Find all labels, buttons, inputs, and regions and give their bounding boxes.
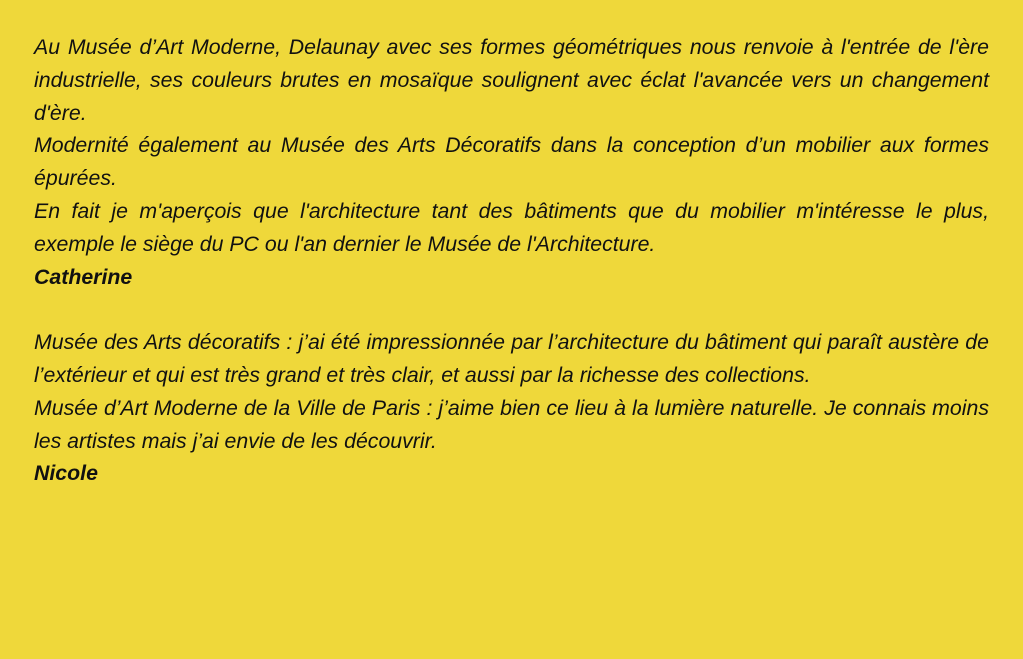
testimonial-catherine bbox=[34, 31, 989, 293]
block-separator bbox=[34, 293, 989, 326]
author-signature: Nicole bbox=[34, 461, 98, 486]
testimonial-nicole bbox=[34, 326, 989, 490]
testimonial-paragraph: En fait je m'aperçois que l'architecture tant des bâtiments que du mobilier m'intéresse le plus, exemple le siège du PC ou l'an dernier le Musée de l'Architecture. bbox=[34, 198, 989, 256]
author-signature: Catherine bbox=[34, 264, 133, 289]
testimonial-paragraph: Au Musée d’Art Moderne, Delaunay avec ses formes géométriques nous renvoie à l'entrée de l'ère industrielle, ses couleurs brutes en mosaïque soulignent avec éclat l'avancée vers un changement d'ère. bbox=[34, 35, 989, 125]
testimonial-paragraph: Musée des Arts décoratifs : j’ai été impressionnée par l’architecture du bâtiment qui paraît austère de l’extérieur et qui est très grand et très clair, et aussi par la richesse des collections. bbox=[34, 330, 989, 387]
testimonial-paragraph: Modernité également au Musée des Arts Décoratifs dans la conception d’un mobilier aux formes épurées. bbox=[34, 133, 989, 191]
testimonial-paragraph: Musée d’Art Moderne de la Ville de Paris : j’aime bien ce lieu à la lumière naturelle. Je connais moins les artistes mais j’ai envie de les découvrir. bbox=[34, 395, 989, 453]
